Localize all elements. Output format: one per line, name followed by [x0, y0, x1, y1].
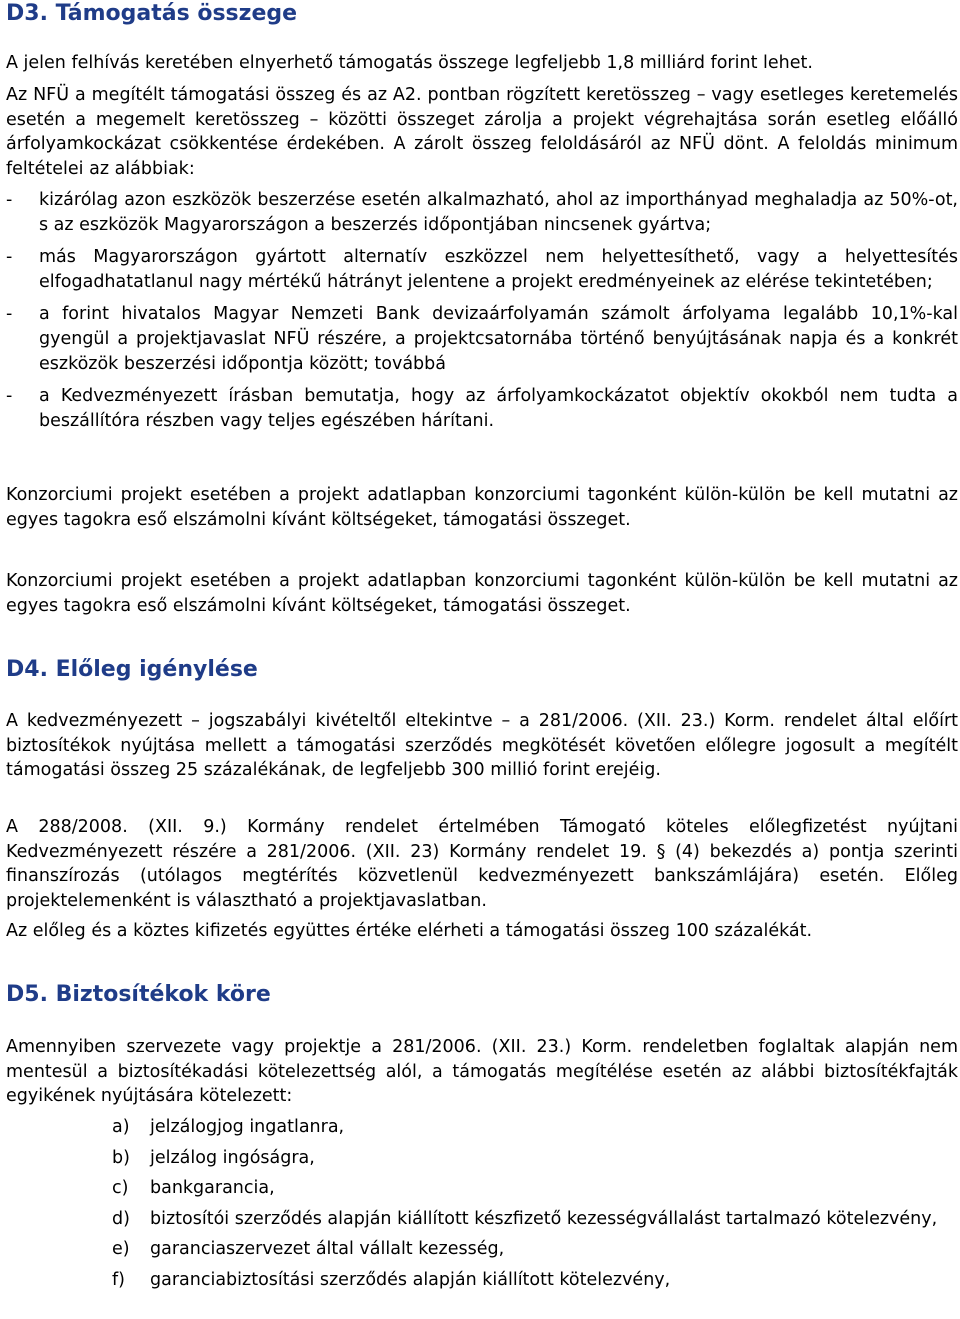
list-item [112, 1176, 958, 1201]
section-title-d5: D5. Biztosítékok köre [6, 982, 271, 1007]
dash-marker: - [6, 386, 13, 407]
list-item [6, 384, 958, 433]
dash-marker: - [6, 190, 13, 210]
section-title-d4: D4. Előleg igénylése [6, 657, 258, 682]
d4-paragraph-2: A 288/2008. (XII. 9.) Kormány rendelet értelmében Támogató köteles előlegfizetést nyújtani Kedvezményezett részére a 281/2006. (XII. 23) Kormány rendelet 19. § (4) bekezdés a) pontja szerinti finanszírozás (utólagos megtérítés közvetlenül kedvezményezett bankszámlájára) esetén. Előleg projektelemenként is választható a projektjavaslatban. [6, 817, 958, 911]
condition-text: a Kedvezményezett írásban bemutatja, hogy az árfolyamkockázatot objektív okokból nem tudta a beszállítóra részben vagy teljes egészében hárítani. [39, 386, 958, 431]
d3-paragraph-1: A jelen felhívás keretében elnyerhető támogatás összege legfeljebb 1,8 milliárd forint lehet. [6, 53, 813, 73]
dash-marker: - [6, 247, 13, 268]
item-marker: f) [112, 1269, 125, 1290]
item-marker: b) [112, 1147, 130, 1168]
d3-paragraph-2: Az NFÜ a megítélt támogatási összeg és az A2. pontban rögzített keretösszeg – vagy esetleges keretemelés esetén a megemelt keretösszeg – közötti összeget zárolja a projekt végrehajtása során esetleg előálló árfolyamkockázat csökkentése érdekében. A zárolt összeg feloldásáról az NFÜ dönt. A feloldás minimum feltételei az alábbiak: [6, 85, 958, 179]
list-item [112, 1268, 958, 1293]
d3-conditions-list [6, 188, 958, 433]
d5-paragraph-1: Amennyiben szervezete vagy projektje a 281/2006. (XII. 23.) Korm. rendeletben foglaltak alapján nem mentesül a biztosítékadási kötelezettség alól, a támogatás megítélése esetén az alábbi biztosítékfajták egyikének nyújtására kötelezett: [6, 1037, 958, 1107]
item-text: jelzálogjog ingatlanra, [150, 1117, 345, 1137]
dash-marker: - [6, 304, 13, 325]
d3-paragraph-3: Konzorciumi projekt esetében a projekt adatlapban konzorciumi tagonként külön-külön be kell mutatni az egyes tagokra eső elszámolni kívánt költségeket, támogatási összeget. [6, 485, 958, 530]
list-item [6, 245, 958, 294]
d4-paragraph-1: A kedvezményezett – jogszabályi kivételtől eltekintve – a 281/2006. (XII. 23.) Korm. rendelet által előírt biztosítékok nyújtása mellett a támogatási szerződés megkötését követően előlegre jogosult a megítélt támogatási összeg 25 százalékának, de legfeljebb 300 millió forint erejéig. [6, 711, 958, 781]
list-item [112, 1237, 958, 1262]
item-marker: d) [112, 1208, 130, 1229]
list-item [6, 188, 958, 237]
item-text: garanciaszervezet által vállalt kezesség, [150, 1239, 505, 1260]
item-text: biztosítói szerződés alapján kiállított készfizető kezességvállalást tartalmazó kötelezvény, [150, 1208, 938, 1229]
item-marker: a) [112, 1117, 130, 1137]
list-item [112, 1146, 958, 1171]
item-text: bankgarancia, [150, 1178, 275, 1199]
condition-text: más Magyarországon gyártott alternatív eszközzel nem helyettesíthető, vagy a helyettesítés elfogadhatatlanul nagy mértékű hátrányt jelentene a projekt eredményeinek az elérése tekintetében; [39, 247, 958, 292]
d4-paragraph-3: Az előleg és a köztes kifizetés együttes értéke elérheti a támogatási összeg 100 százalékát. [6, 921, 813, 941]
item-text: jelzálog ingóságra, [150, 1147, 315, 1168]
item-marker: c) [112, 1178, 129, 1199]
d5-guarantee-list [112, 1115, 958, 1299]
item-text: garanciabiztosítási szerződés alapján kiállított kötelezvény, [150, 1269, 671, 1290]
list-item [112, 1207, 958, 1232]
list-item [6, 302, 958, 376]
section-title-d3: D3. Támogatás összege [6, 1, 298, 26]
d3-paragraph-4: Konzorciumi projekt esetében a projekt adatlapban konzorciumi tagonként külön-külön be kell mutatni az egyes tagokra eső elszámolni kívánt költségeket, támogatási összeget. [6, 571, 958, 616]
item-marker: e) [112, 1239, 130, 1260]
list-item [112, 1115, 958, 1140]
condition-text: kizárólag azon eszközök beszerzése esetén alkalmazható, ahol az importhányad meghaladja az 50%-ot, s az eszközök Magyarországon a beszerzés időpontjában nincsenek gyártva; [39, 190, 958, 235]
condition-text: a forint hivatalos Magyar Nemzeti Bank devizaárfolyamán számolt árfolyama legalább 10,1%-kal gyengül a projektjavaslat NFÜ részére, a projektcsatornába történő benyújtásának napja és a konkrét eszközök beszerzési időpontja között; továbbá [39, 304, 958, 374]
